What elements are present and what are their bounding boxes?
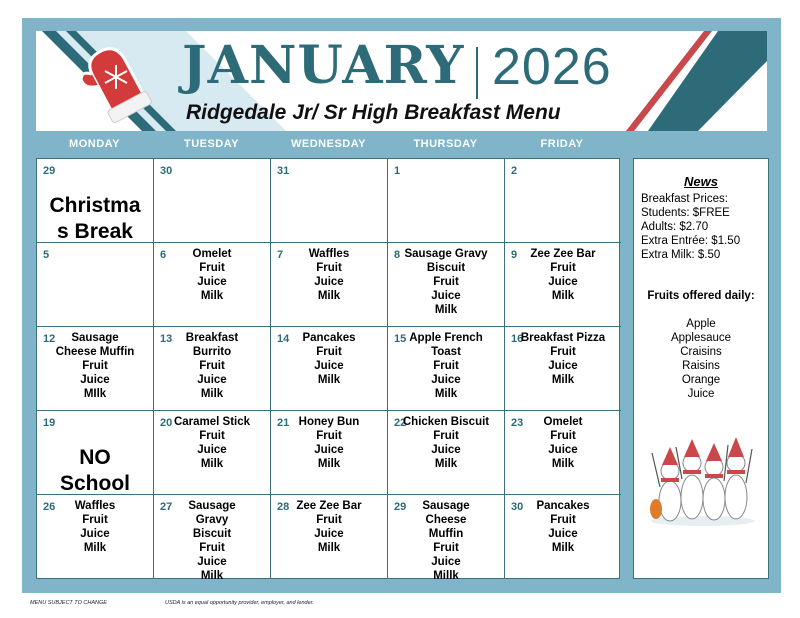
calendar-cell — [271, 243, 388, 327]
day-number: 29 — [43, 165, 56, 177]
menu-item: Milk — [317, 458, 341, 470]
menu-item: Breakfast — [185, 332, 239, 344]
calendar-cell — [37, 411, 154, 495]
menu-item: Juice — [431, 290, 461, 302]
menu-item: Fruit — [316, 430, 342, 442]
day-header-friday: FRIDAY — [540, 138, 584, 150]
day-number: 20 — [160, 417, 173, 429]
day-number: 7 — [277, 249, 284, 261]
menu-item: Gravy — [195, 514, 229, 526]
calendar-cell — [388, 495, 505, 582]
menu-item: Milk — [83, 542, 107, 554]
menu-items — [271, 499, 387, 555]
menu-items — [388, 331, 504, 401]
menu-item: Fruit — [550, 262, 576, 274]
news-line: Breakfast Prices: — [641, 193, 728, 205]
menu-item: Fruit — [550, 430, 576, 442]
menu-item: Juice — [314, 276, 344, 288]
fruits-title: Fruits offered daily: — [647, 290, 755, 302]
calendar-cell — [271, 327, 388, 411]
day-number: 5 — [43, 249, 50, 261]
special-notice-line: Christma — [49, 194, 141, 217]
menu-item: Waffles — [74, 500, 116, 512]
menu-item: Apple French — [409, 332, 483, 344]
month-title: JANUARY — [182, 35, 465, 96]
menu-items — [154, 331, 270, 401]
fruit-item: Apple — [686, 318, 716, 330]
day-number: 31 — [277, 165, 290, 177]
menu-item: Juice — [80, 528, 110, 540]
menu-item: Milk — [551, 374, 575, 386]
fruit-item: Raisins — [682, 360, 720, 372]
calendar-cell — [271, 159, 388, 243]
menu-item: Fruit — [199, 262, 225, 274]
menu-item: Milk — [434, 304, 458, 316]
menu-item: Juice — [314, 444, 344, 456]
day-number: 30 — [160, 165, 173, 177]
menu-item: Fruit — [316, 262, 342, 274]
day-number: 27 — [160, 501, 173, 513]
day-number: 16 — [511, 333, 524, 345]
menu-item: Milk — [200, 388, 224, 400]
day-header-tuesday: TUESDAY — [183, 138, 240, 150]
day-number: 9 — [511, 249, 518, 261]
fruit-item: Craisins — [680, 346, 722, 358]
menu-item: MIlk — [83, 388, 107, 400]
menu-item: Chicken Biscuit — [402, 416, 490, 428]
menu-item: Cheese — [425, 514, 467, 526]
menu-item: Honey Bun — [298, 416, 360, 428]
menu-item: Juice — [548, 276, 578, 288]
calendar-cell — [37, 495, 154, 578]
menu-items — [154, 499, 270, 583]
menu-item: Juice — [197, 276, 227, 288]
news-line: Students: $FREE — [641, 207, 730, 219]
calendar-cell — [154, 159, 271, 243]
day-number: 13 — [160, 333, 173, 345]
day-number: 30 — [511, 501, 524, 513]
menu-item: Milk — [200, 570, 224, 582]
menu-items — [271, 247, 387, 303]
news-line: Adults: $2.70 — [641, 221, 709, 233]
calendar-cell — [505, 243, 621, 327]
menu-item: Milk — [434, 388, 458, 400]
footer-left: MENU SUBJECT TO CHANGE — [30, 600, 107, 606]
calendar-cell — [388, 411, 505, 495]
day-number: 2 — [511, 165, 518, 177]
menu-items — [37, 499, 153, 555]
day-number: 12 — [43, 333, 56, 345]
menu-items — [505, 415, 621, 471]
calendar-cell — [388, 159, 505, 243]
special-notice — [37, 193, 153, 245]
menu-item: Milk — [317, 374, 341, 386]
calendar-cell — [37, 243, 154, 327]
mitten-icon — [68, 37, 158, 127]
menu-items — [154, 247, 270, 303]
menu-item: Zee Zee Bar — [530, 248, 596, 260]
menu-item: Cheese Muffin — [55, 346, 135, 358]
menu-items — [271, 331, 387, 387]
day-number: 22 — [394, 417, 407, 429]
menu-item: Sausage — [188, 500, 236, 512]
menu-item: Juice — [548, 528, 578, 540]
menu-item: Zee Zee Bar — [296, 500, 362, 512]
header-banner — [36, 31, 767, 131]
menu-item: Sausage — [71, 332, 119, 344]
calendar-cell — [388, 327, 505, 411]
menu-item: Muffin — [428, 528, 464, 540]
calendar-cell — [505, 159, 621, 243]
menu-item: Fruit — [433, 276, 459, 288]
menu-item: Juice — [80, 374, 110, 386]
calendar-grid — [36, 158, 620, 582]
day-header-thursday: THURSDAY — [413, 138, 478, 150]
menu-items — [388, 247, 504, 317]
menu-items — [388, 499, 504, 583]
menu-item: Juice — [197, 444, 227, 456]
menu-item: Toast — [431, 346, 461, 358]
day-number: 8 — [394, 249, 401, 261]
menu-item: Burrito — [192, 346, 232, 358]
menu-item: Juice — [314, 360, 344, 372]
special-notice-line: NO — [79, 446, 111, 469]
day-number: 29 — [394, 501, 407, 513]
day-number: 26 — [43, 501, 56, 513]
menu-item: Juice — [197, 556, 227, 568]
menu-item: Fruit — [82, 360, 108, 372]
day-number: 1 — [394, 165, 401, 177]
title-separator — [476, 47, 478, 99]
menu-item: Fruit — [199, 430, 225, 442]
calendar-cell — [505, 495, 621, 578]
year-title: 2026 — [492, 38, 612, 96]
day-number: 23 — [511, 417, 524, 429]
day-number: 21 — [277, 417, 290, 429]
menu-items — [271, 415, 387, 471]
fruit-item: Juice — [687, 388, 715, 400]
calendar-cell — [154, 243, 271, 327]
news-line: Extra Entrée: $1.50 — [641, 235, 741, 247]
menu-item: Fruit — [199, 360, 225, 372]
menu-item: Juice — [431, 556, 461, 568]
calendar-cell — [154, 495, 271, 582]
menu-item: Fruit — [433, 430, 459, 442]
calendar-cell — [37, 327, 154, 411]
day-number: 15 — [394, 333, 407, 345]
menu-item: Sausage Gravy — [404, 248, 488, 260]
menu-item: Milk — [317, 542, 341, 554]
menu-subtitle: Ridgedale Jr/ Sr High Breakfast Menu — [186, 101, 561, 124]
menu-item: Omelet — [192, 248, 232, 260]
menu-item: Milk — [434, 458, 458, 470]
special-notice-line: School — [59, 472, 130, 495]
special-notice — [37, 445, 153, 497]
menu-item: Juice — [431, 374, 461, 386]
day-number: 6 — [160, 249, 167, 261]
special-notice-line: s Break — [57, 220, 133, 243]
menu-items — [154, 415, 270, 471]
menu-item: Fruit — [316, 346, 342, 358]
calendar-cell — [154, 327, 271, 411]
news-title: News — [684, 174, 718, 189]
menu-item: Fruit — [433, 360, 459, 372]
menu-item: Milk — [200, 458, 224, 470]
menu-item: Juice — [197, 374, 227, 386]
calendar-cell — [505, 327, 621, 411]
menu-items — [505, 331, 621, 387]
menu-item: Fruit — [550, 514, 576, 526]
menu-items — [505, 247, 621, 303]
day-number: 14 — [277, 333, 290, 345]
menu-item: Fruit — [433, 542, 459, 554]
menu-item: Pancakes — [536, 500, 590, 512]
menu-item: Fruit — [316, 514, 342, 526]
day-header-monday: MONDAY — [69, 138, 120, 150]
calendar-cell — [154, 411, 271, 495]
day-header-wednesday: WEDNESDAY — [291, 138, 366, 150]
calendar-cell — [271, 495, 388, 578]
news-line: Extra Milk: $.50 — [641, 249, 721, 261]
menu-item: Biscuit — [192, 528, 232, 540]
menu-item: Caramel Stick — [173, 416, 251, 428]
menu-item: Pancakes — [302, 332, 356, 344]
menu-item: Milk — [317, 290, 341, 302]
menu-item: Fruit — [82, 514, 108, 526]
fruit-item: Orange — [681, 374, 721, 386]
menu-item: Juice — [314, 528, 344, 540]
news-panel — [633, 158, 769, 579]
menu-item: Biscuit — [426, 262, 466, 274]
menu-item: Juice — [548, 360, 578, 372]
menu-items — [388, 415, 504, 471]
menu-item: Juice — [431, 444, 461, 456]
menu-items — [37, 331, 153, 401]
menu-item: Milk — [200, 290, 224, 302]
menu-item: Fruit — [550, 346, 576, 358]
snowmen-illustration — [648, 417, 758, 527]
calendar-cell — [388, 243, 505, 327]
fruit-item: Applesauce — [670, 332, 732, 344]
day-number: 19 — [43, 417, 56, 429]
calendar-cell — [271, 411, 388, 495]
menu-item: Millk — [433, 570, 459, 582]
menu-item: Omelet — [543, 416, 583, 428]
menu-item: Breakfast Pizza — [520, 332, 606, 344]
menu-item: Milk — [551, 290, 575, 302]
menu-item: Juice — [548, 444, 578, 456]
day-number: 28 — [277, 501, 290, 513]
footer-right: USDA is an equal opportunity provider, employer, and lender. — [165, 600, 314, 606]
calendar-cell — [505, 411, 621, 495]
menu-item: Milk — [551, 458, 575, 470]
menu-items — [505, 499, 621, 555]
menu-item: Fruit — [199, 542, 225, 554]
calendar-cell — [37, 159, 154, 243]
menu-item: Waffles — [308, 248, 350, 260]
menu-item: Sausage — [422, 500, 470, 512]
menu-item: Milk — [551, 542, 575, 554]
